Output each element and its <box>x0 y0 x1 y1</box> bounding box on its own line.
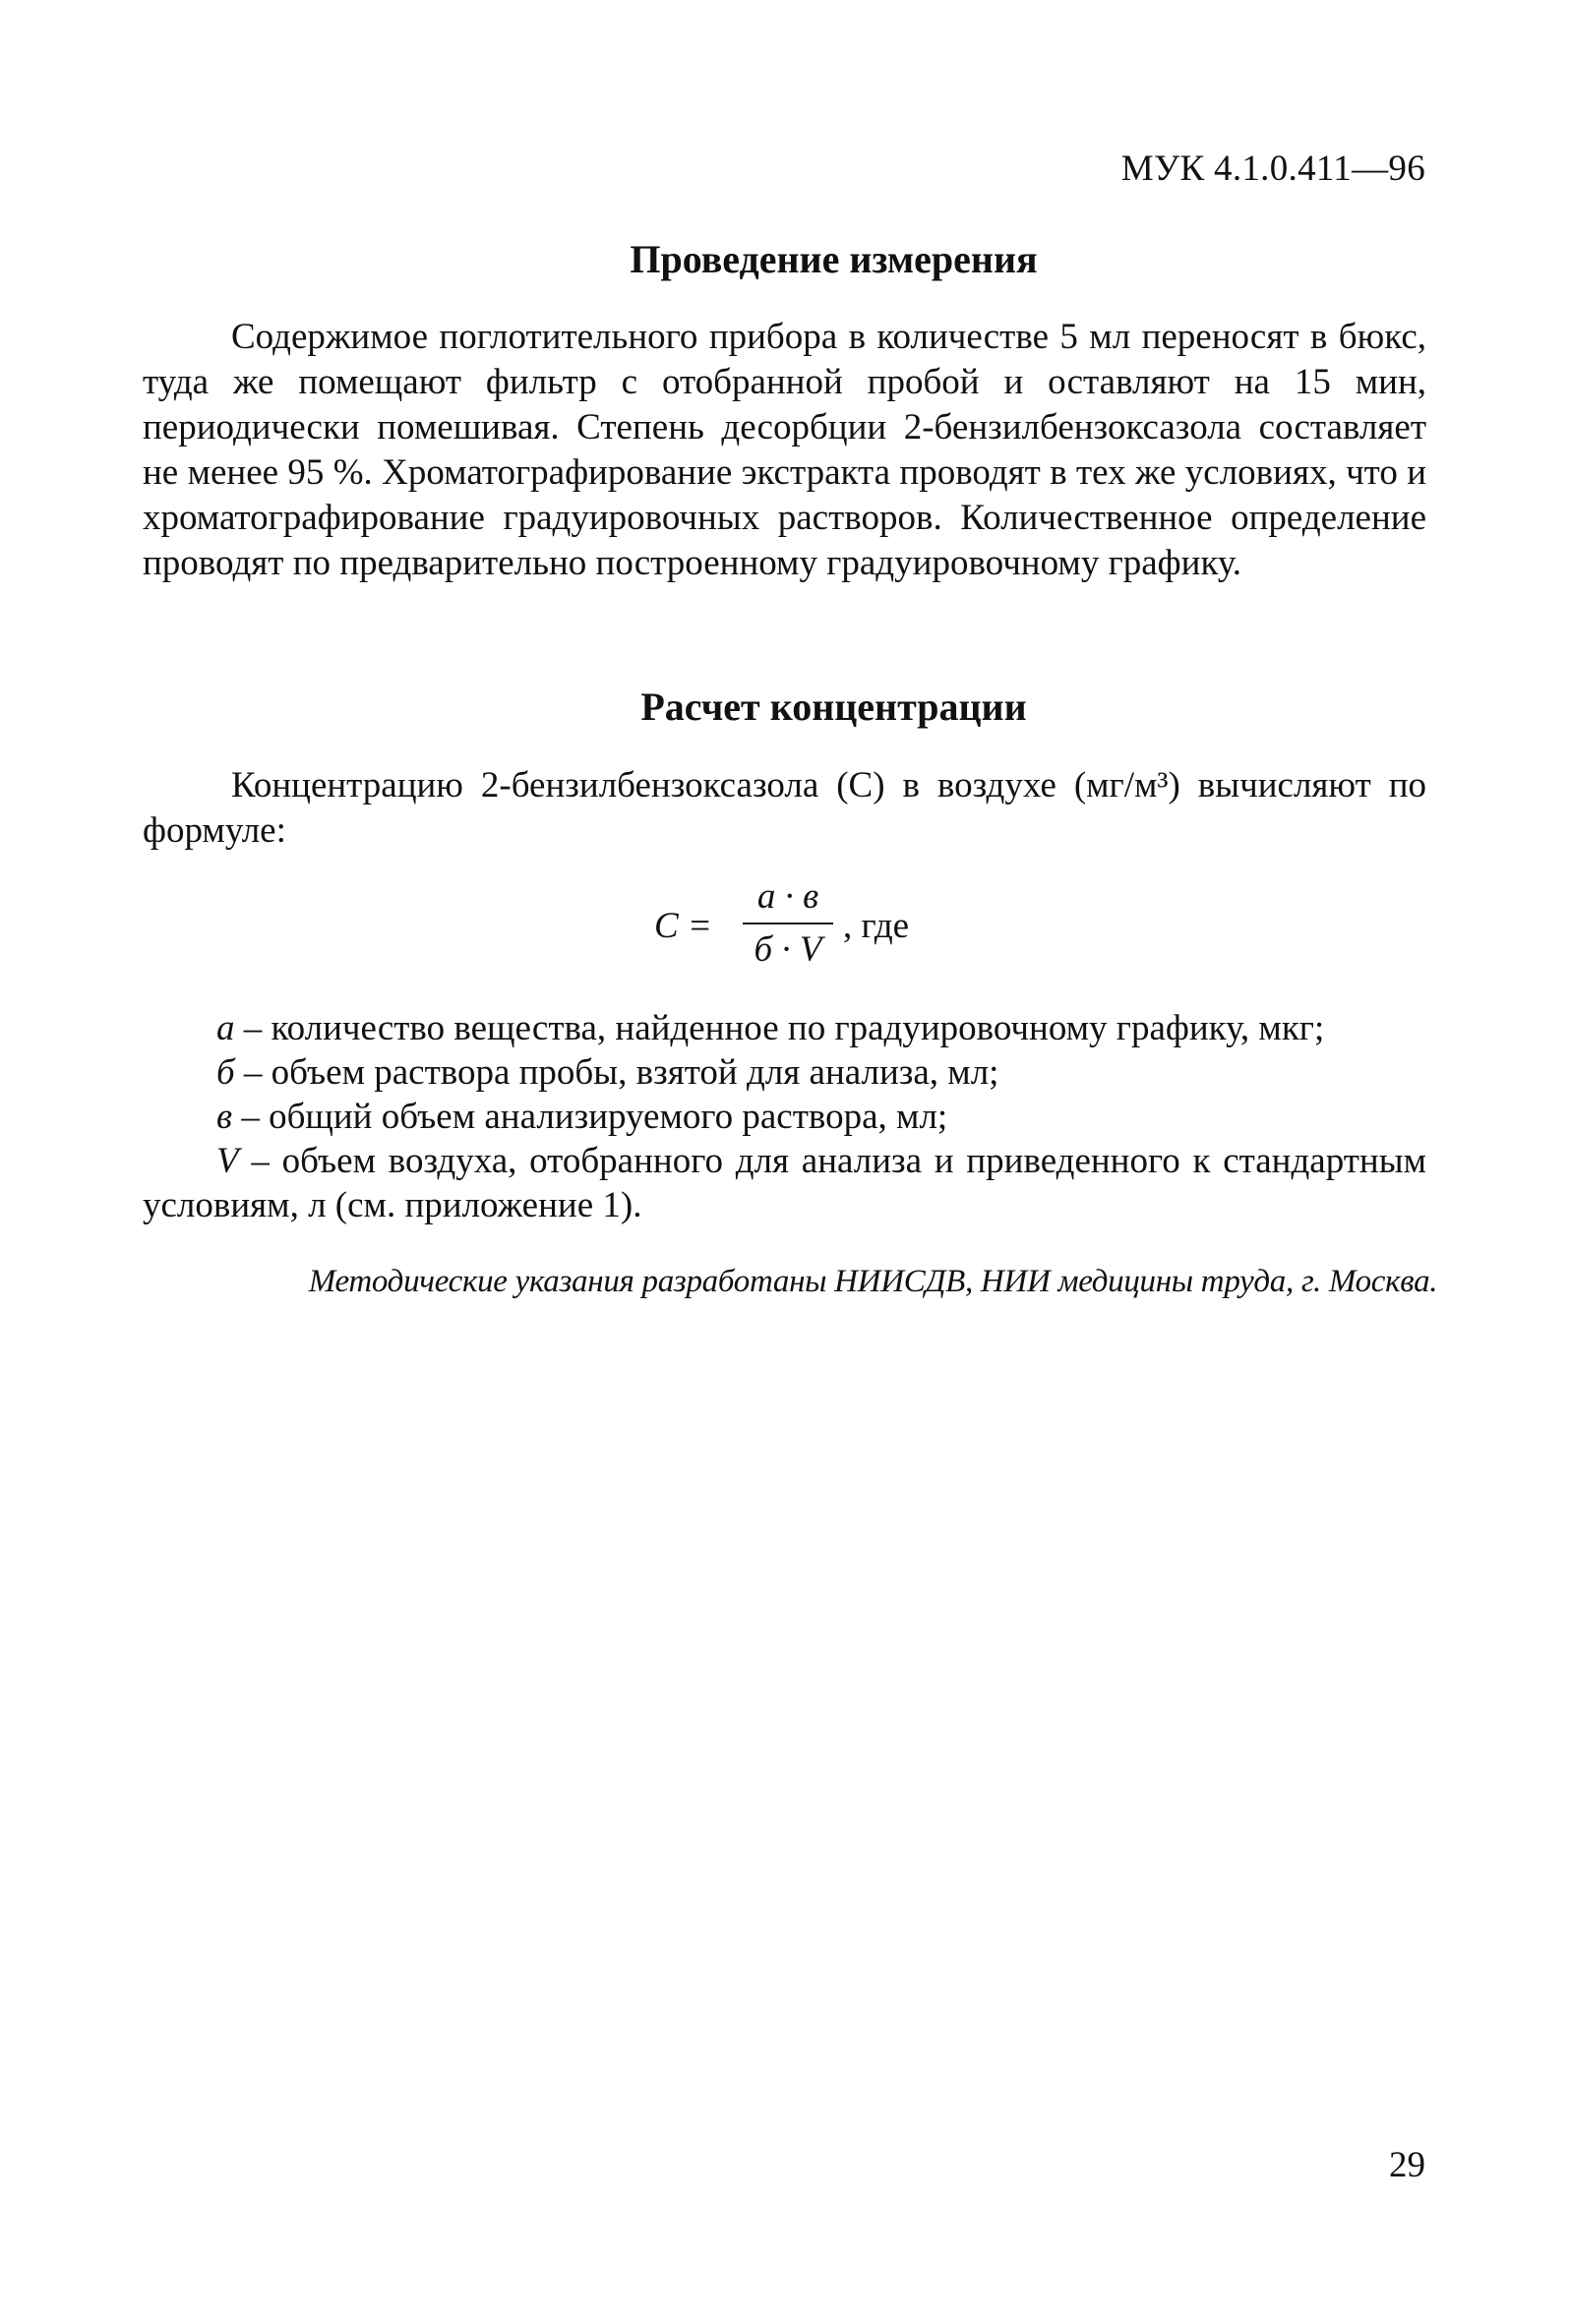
formula-tail: , где <box>843 906 910 946</box>
formula-fraction <box>743 875 833 971</box>
formula-denominator: б · V <box>754 929 822 970</box>
fraction-bar <box>743 923 833 924</box>
concentration-formula <box>654 875 969 983</box>
definition-text: – количество вещества, найденное по градуировочному графику, мкг; <box>234 1008 1325 1048</box>
definition-symbol: V <box>216 1141 239 1181</box>
formula-lhs: С = <box>654 906 712 946</box>
definition-line <box>143 1095 1426 1139</box>
definition-line <box>143 1050 1426 1095</box>
definition-line <box>143 1139 1426 1227</box>
calculation-paragraph: Концентрацию 2-бензилбензоксазола (С) в воздухе (мг/м³) вычисляют по формуле: <box>143 765 1426 851</box>
definition-symbol: в <box>216 1097 233 1137</box>
formula-numerator: а · в <box>756 876 819 917</box>
variable-definitions <box>143 1006 1426 1227</box>
definition-symbol: а <box>216 1008 235 1048</box>
measurement-paragraph: Содержимое поглотительного прибора в количестве 5 мл переносят в бюкс, туда же помещают фильтр с отобранной пробой и оставляют на 15 мин, периодически помешивая. Степень десорбции 2-бензилбензоксазола составляет не менее 95 %. Хроматографирование экстракта проводят в тех же условиях, что и хроматографирование градуировочных растворов. Количественное определение проводят по предварительно построенному градуировочному графику. <box>143 317 1426 583</box>
document-code: МУК 4.1.0.411—96 <box>1120 149 1425 189</box>
definition-symbol: б <box>216 1052 235 1093</box>
definition-text: – объем раствора пробы, взятой для анализа, мл; <box>234 1052 999 1093</box>
section-heading-calculation: Расчет концентрации <box>640 685 1027 729</box>
definition-line <box>143 1006 1426 1050</box>
definition-text: – общий объем анализируемого раствора, мл; <box>232 1097 948 1137</box>
authorship-credit: Методические указания разработаны НИИСДВ, НИИ медицины труда, г. Москва. <box>308 1264 1438 1299</box>
page-number: 29 <box>1389 2145 1425 2185</box>
definition-text: – объем воздуха, отобранного для анализа и приведенного к стандартным условиям, л (см. приложение 1). <box>143 1141 1426 1225</box>
section-heading-measurement: Проведение измерения <box>630 237 1038 281</box>
